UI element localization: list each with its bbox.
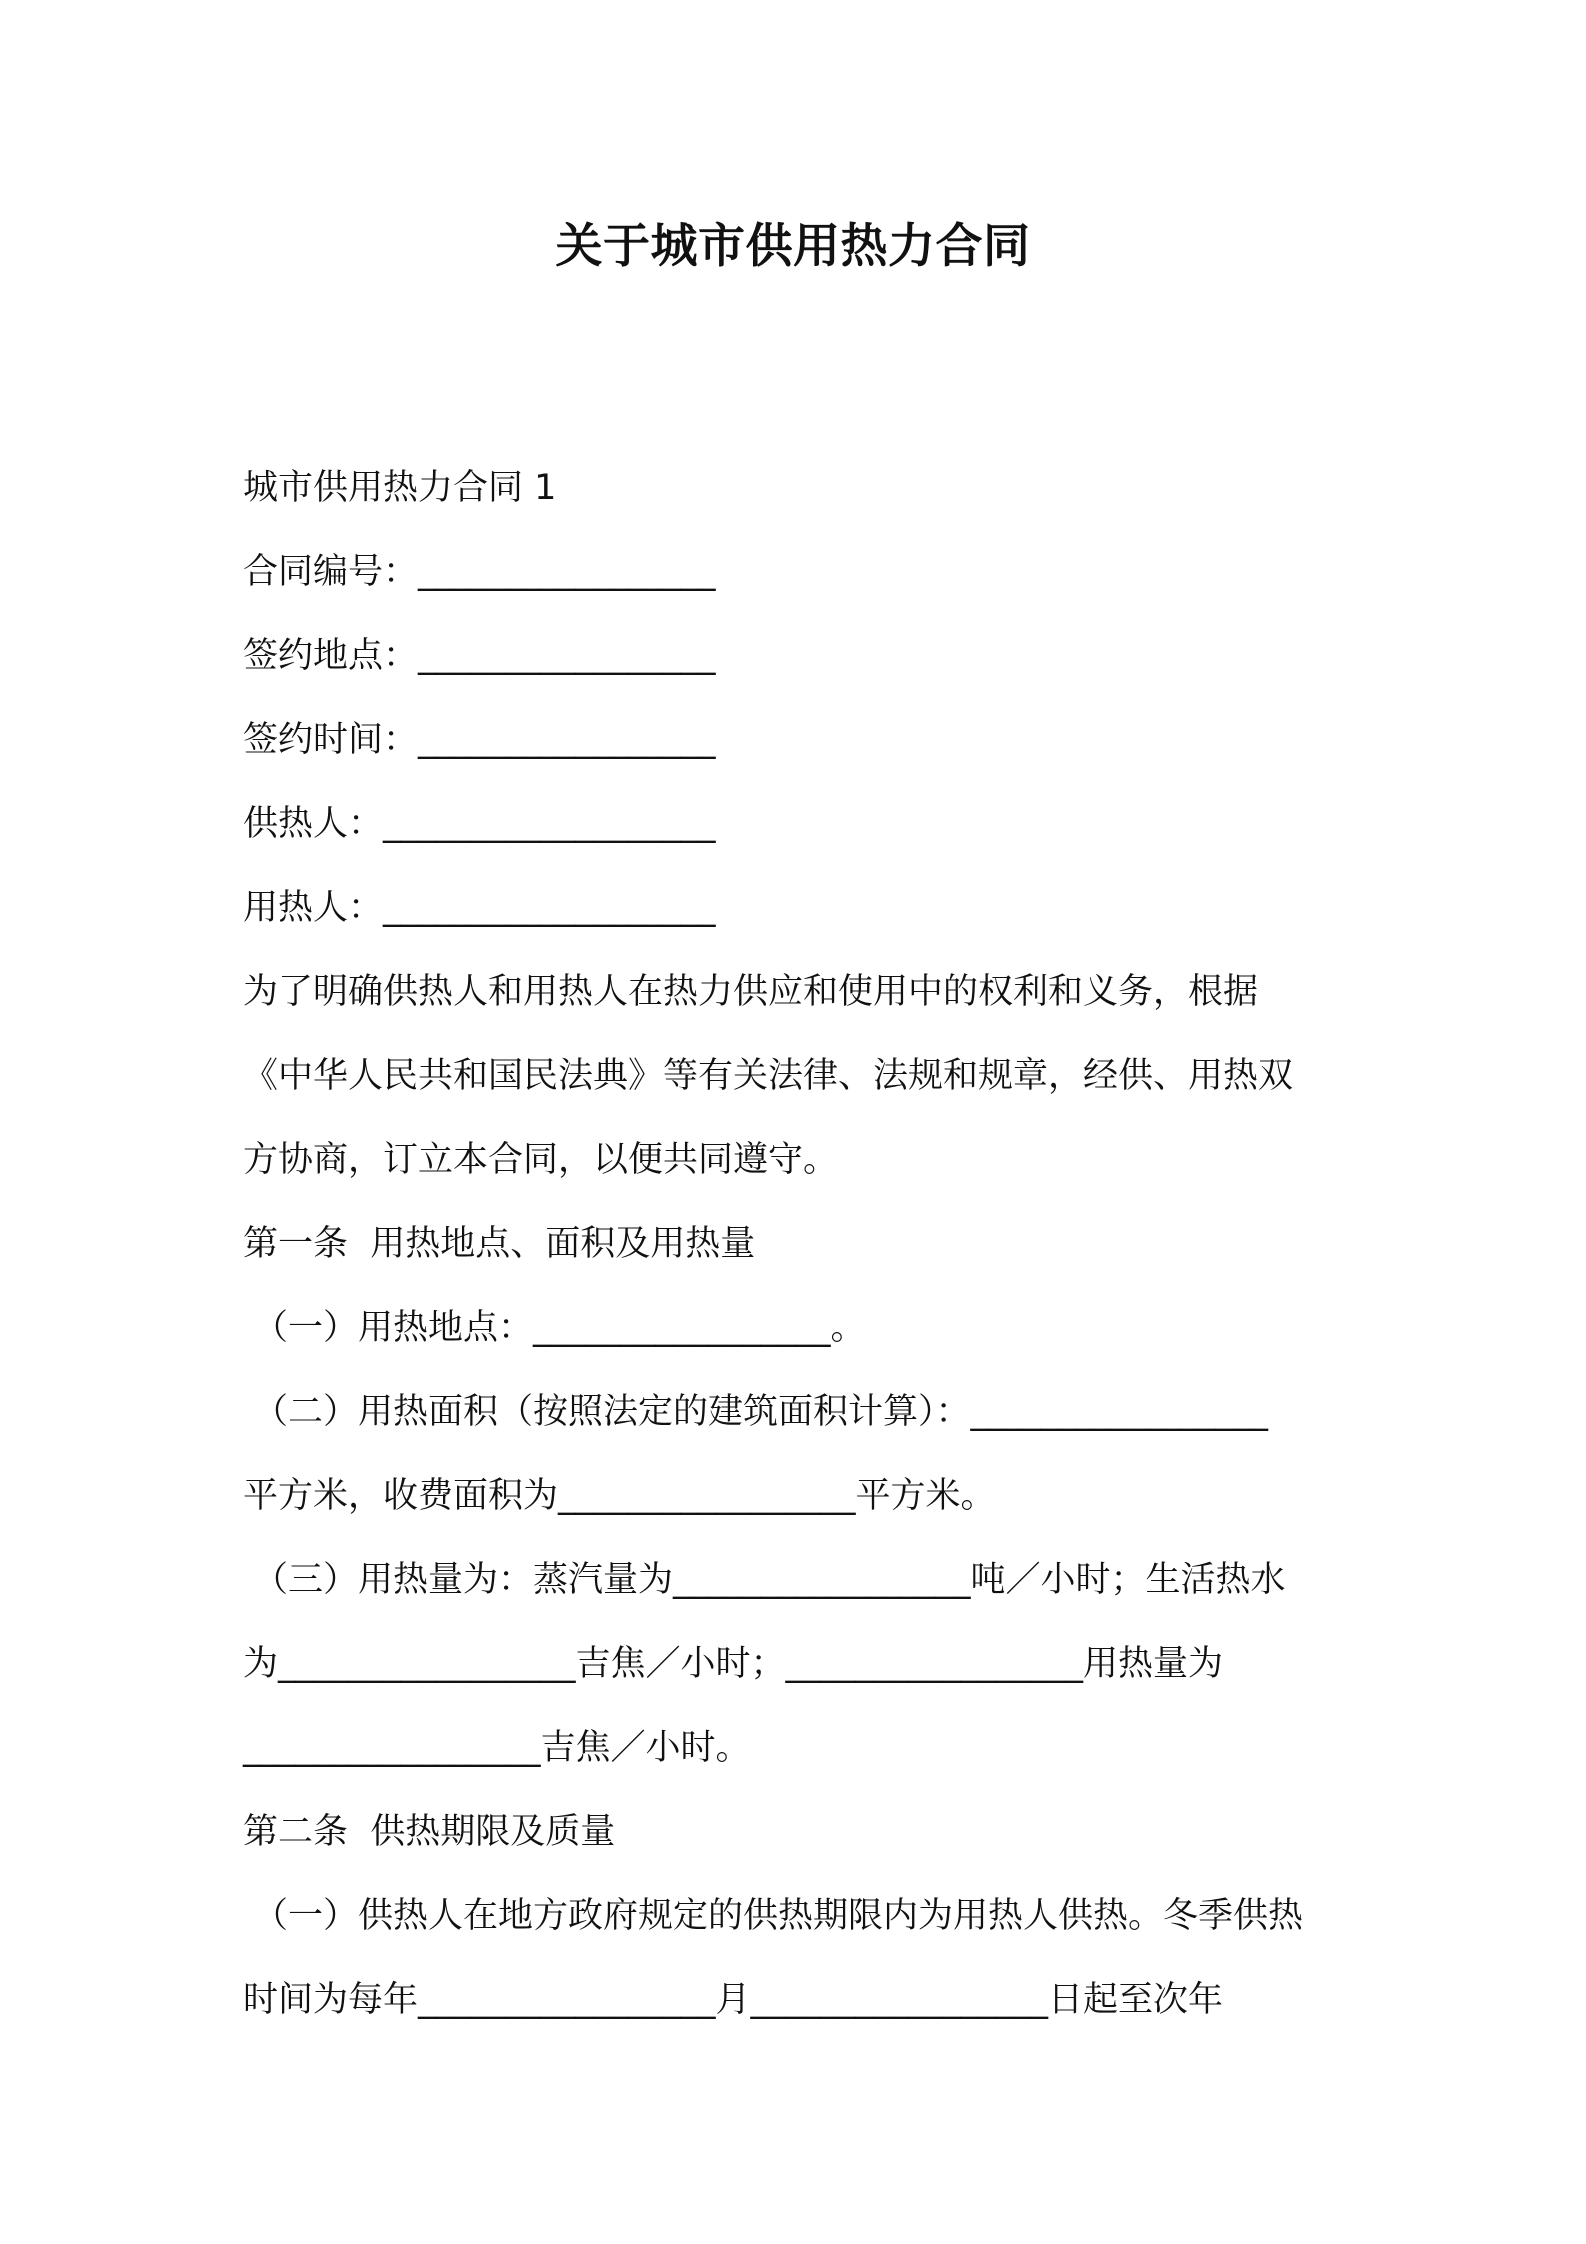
preamble-line-3: 方协商，订立本合同，以便共同遵守。 [243, 1140, 839, 1180]
signing-place-field: 签约地点：_________________ [243, 636, 716, 676]
article-1-item-2-line-2: 平方米，收费面积为_________________平方米。 [243, 1476, 996, 1516]
heat-user-field: 用热人：___________________ [243, 888, 716, 928]
preamble-line-1: 为了明确供热人和用热人在热力供应和使用中的权利和义务，根据 [243, 972, 1259, 1012]
contract-subtitle: 城市供用热力合同 1 [243, 468, 557, 508]
document-title: 关于城市供用热力合同 [555, 219, 1031, 274]
article-1-heading: 第一条 用热地点、面积及用热量 [243, 1224, 756, 1264]
preamble-line-2: 《中华人民共和国民法典》等有关法律、法规和规章，经供、用热双 [243, 1056, 1294, 1096]
article-2-heading: 第二条 供热期限及质量 [243, 1812, 616, 1852]
article-1-item-1: （一）用热地点：_________________。 [253, 1308, 866, 1348]
contract-number-field: 合同编号：_________________ [243, 552, 716, 592]
article-2-item-1-line-1: （一）供热人在地方政府规定的供热期限内为用热人供热。冬季供热 [253, 1896, 1304, 1936]
article-1-item-3-line-1: （三）用热量为：蒸汽量为_________________吨／小时；生活热水 [253, 1560, 1286, 1600]
article-2-item-1-line-2: 时间为每年_________________月_________________日起至次年 [243, 1980, 1224, 2020]
article-1-item-2-line-1: （二）用热面积（按照法定的建筑面积计算）：_________________ [253, 1392, 1269, 1432]
article-1-item-3-line-2: 为_________________吉焦／小时；_________________用热量为 [243, 1644, 1224, 1684]
heat-supplier-field: 供热人：___________________ [243, 804, 716, 844]
signing-time-field: 签约时间：_________________ [243, 720, 716, 760]
article-1-item-3-line-3: _________________吉焦／小时。 [243, 1728, 751, 1768]
document-body [243, 446, 1353, 2042]
